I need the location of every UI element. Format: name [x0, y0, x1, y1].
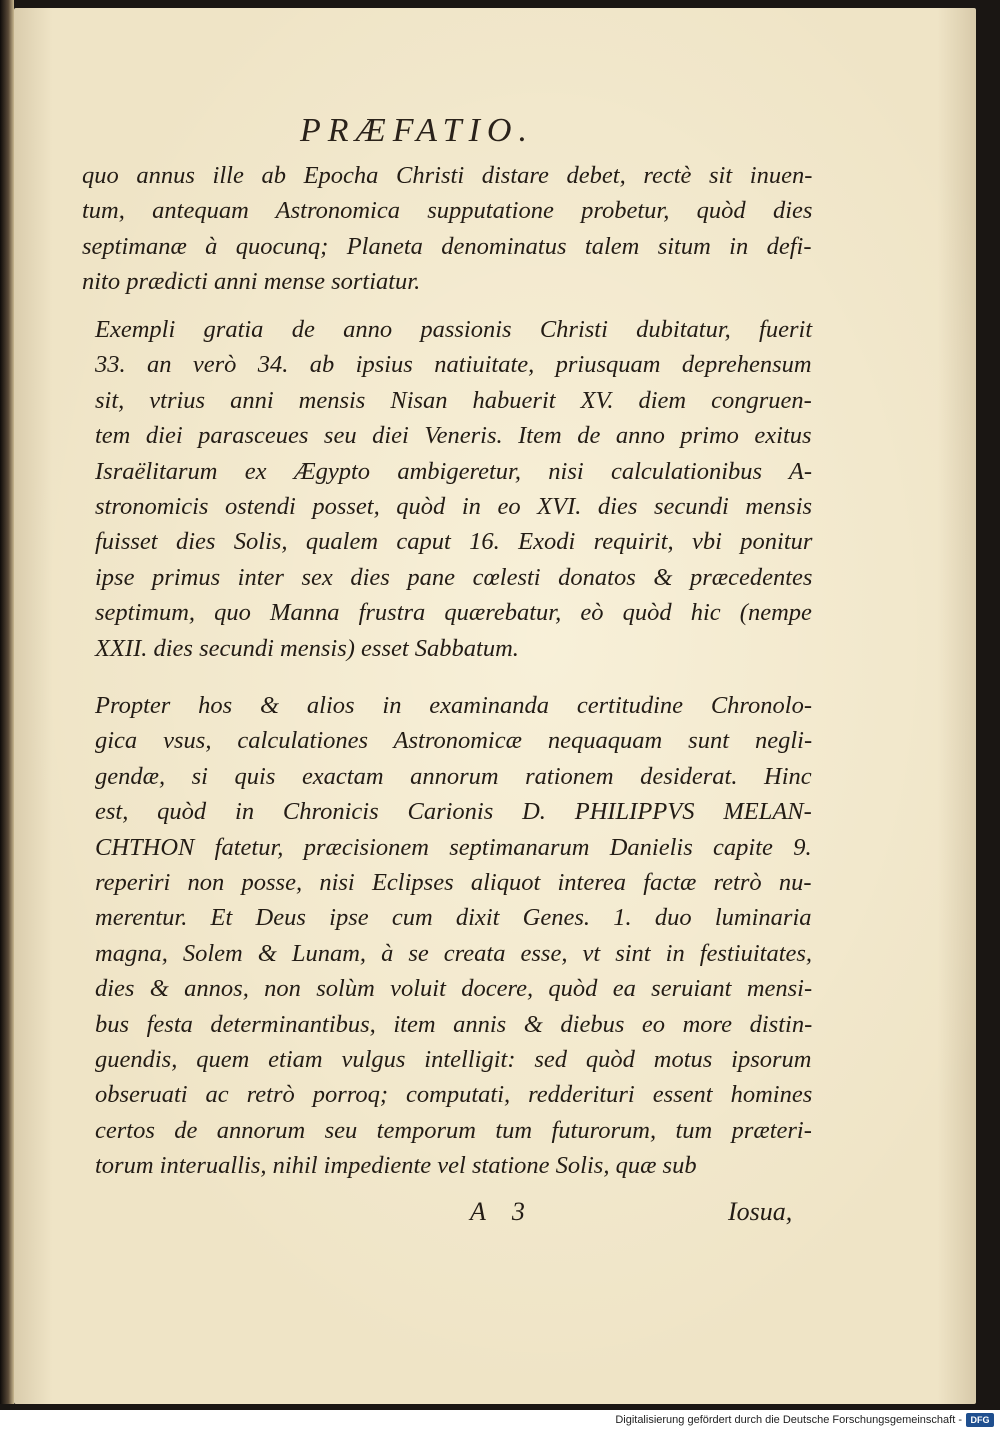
text-line: nito prædicti anni mense sortiatur.	[82, 268, 421, 296]
text-line: 33. an verò 34. ab ipsius natiuitate, priusquam deprehensum	[95, 351, 812, 379]
text-line: dies & annos, non solùm voluit docere, quòd ea seruiant mensi-	[95, 975, 813, 1003]
text-line: merentur. Et Deus ipse cum dixit Genes. 1. duo luminaria	[95, 904, 812, 932]
dfg-logo-icon[interactable]: DFG	[966, 1413, 994, 1427]
text-line: tem diei parasceues seu diei Veneris. Item de anno primo exitus	[95, 422, 812, 450]
text-line: Exempli gratia de anno passionis Christi dubitatur, fuerit	[95, 316, 813, 343]
text-line: fuisset dies Solis, qualem caput 16. Exodi requirit, vbi ponitur	[95, 528, 813, 556]
text-line: septimum, quo Manna frustra quærebatur, eò quòd hic (nempe	[95, 599, 812, 627]
text-line: obseruati ac retrò porroq; computati, redderituri essent homines	[95, 1081, 813, 1109]
footer-credit: Digitalisierung gefördert durch die Deutsche Forschungsgemeinschaft -	[615, 1414, 962, 1426]
page-heading: PRÆFATIO.	[300, 112, 534, 149]
text-line: XXII. dies secundi mensis) esset Sabbatum.	[95, 634, 519, 662]
text-line: quo annus ille ab Epocha Christi distare debet, rectè sit inuen-	[82, 162, 813, 189]
paragraph-3	[95, 688, 812, 1183]
text-line: stronomicis ostendi posset, quòd in eo XVI. dies secundi mensis	[95, 492, 813, 520]
text-line: bus festa determinantibus, item annis & diebus eo more distin-	[95, 1010, 813, 1038]
text-line: reperiri non posse, nisi Eclipses aliquot interea factæ retrò nu-	[95, 868, 812, 896]
paragraph-2	[95, 312, 812, 666]
signature-mark: A 3	[470, 1197, 535, 1226]
page-foot	[470, 1197, 840, 1233]
text-line: Israëlitarum ex Ægypto ambigeretur, nisi calculationibus A-	[95, 457, 813, 485]
text-line: septimanæ à quocunq; Planeta denominatus talem situm in defi-	[82, 232, 812, 260]
digitization-footer	[0, 1410, 1000, 1431]
paragraph-1	[82, 158, 812, 300]
text-line: Propter hos & alios in examinanda certitudine Chronolo-	[95, 692, 813, 719]
text-line: torum interuallis, nihil impediente vel statione Solis, quæ sub	[95, 1152, 697, 1180]
text-line: gica vsus, calculationes Astronomicæ nequaquam sunt negli-	[95, 727, 813, 755]
text-line: certos de annorum seu temporum tum futurorum, tum præteri-	[95, 1116, 812, 1144]
text-line: guendis, quem etiam vulgus intelligit: sed quòd motus ipsorum	[95, 1045, 812, 1073]
text-line: tum, antequam Astronomica supputatione probetur, quòd dies	[82, 197, 813, 225]
text-line: gendæ, si quis exactam annorum rationem desiderat. Hinc	[95, 762, 812, 790]
text-line: est, quòd in Chronicis Carionis D. PHILIPPVS MELAN-	[95, 798, 812, 826]
catchword: Iosua,	[728, 1197, 793, 1226]
page-left-edge	[0, 0, 14, 1404]
text-line: sit, vtrius anni mensis Nisan habuerit XV. diem congruen-	[95, 386, 812, 414]
text-line: CHTHON fatetur, præcisionem septimanarum Danielis capite 9.	[95, 833, 812, 861]
text-line: magna, Solem & Lunam, à se creata esse, vt sint in festiuitates,	[95, 939, 813, 967]
text-line: ipse primus inter sex dies pane cœlesti donatos & præcedentes	[95, 563, 813, 591]
